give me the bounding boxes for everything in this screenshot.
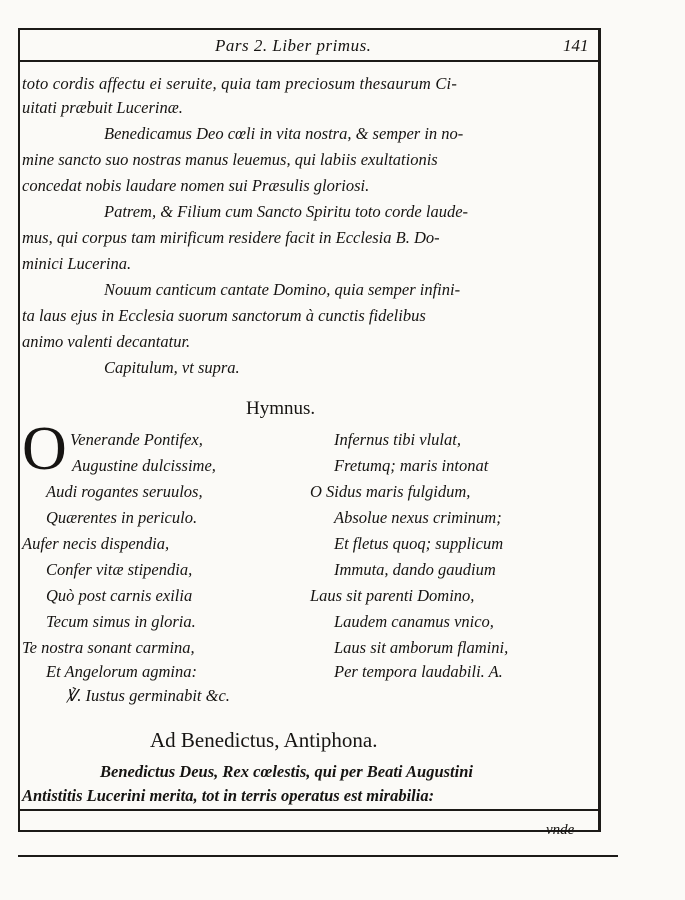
hymn-right-line: Et fletus quoq; supplicum bbox=[334, 534, 504, 553]
prose-line: uitati præbuit Lucerinæ. bbox=[22, 98, 183, 117]
hymn-right-line: Absolue nexus criminum; bbox=[334, 508, 502, 527]
page-number: 141 bbox=[563, 36, 589, 55]
hymn-title: Hymnus. bbox=[246, 398, 316, 419]
hymn-right-line: Laudem canamus vnico, bbox=[334, 612, 494, 631]
hymn-right-line: Fretumq; maris intonat bbox=[334, 456, 489, 475]
hymn-left-line: Venerande Pontifex, bbox=[70, 430, 203, 449]
prose-line: mine sancto suo nostras manus leuemus, qui labiis exultationis bbox=[22, 150, 438, 169]
prose-line: Benedicamus Deo cœli in vita nostra, & semper in no- bbox=[104, 124, 464, 143]
prose-line: ta laus ejus in Ecclesia suorum sanctorum à cunctis fidelibus bbox=[22, 306, 426, 325]
hymn-right-line: Laus sit amborum flamini, bbox=[334, 638, 509, 657]
versicle-line: ℣. Iustus germinabit &c. bbox=[66, 686, 230, 705]
hymn-right-line: Laus sit parenti Domino, bbox=[310, 586, 475, 605]
drop-cap: O bbox=[22, 415, 67, 483]
hymn-right-line: Infernus tibi vlulat, bbox=[334, 430, 461, 449]
hymn-left-line: Te nostra sonant carmina, bbox=[22, 638, 195, 657]
catchword: vnde bbox=[546, 822, 575, 838]
hymn-left-line: Quærentes in periculo. bbox=[46, 508, 198, 527]
hymn-left-line: Aufer necis dispendia, bbox=[22, 534, 170, 553]
hymn-left-line: Et Angelorum agmina: bbox=[46, 662, 197, 681]
prose-line: minici Lucerina. bbox=[22, 254, 132, 273]
hymn-left-line: Audi rogantes seruulos, bbox=[46, 482, 203, 501]
bottom-rule bbox=[18, 855, 618, 857]
hymn-right-line: Per tempora laudabili. A. bbox=[334, 662, 503, 681]
prose-line: concedat nobis laudare nomen sui Præsulis gloriosi. bbox=[22, 176, 370, 195]
running-title: Pars 2. Liber primus. bbox=[215, 36, 372, 55]
prose-line: Patrem, & Filium cum Sancto Spiritu toto corde laude- bbox=[104, 202, 469, 221]
antiphon-line: Antistitis Lucerini merita, tot in terris operatus est mirabilia: bbox=[22, 786, 435, 805]
prose-line: mus, qui corpus tam mirificum residere facit in Ecclesia B. Do- bbox=[22, 228, 440, 247]
prose-line: animo valenti decantatur. bbox=[22, 332, 191, 351]
hymn-right-line: Immuta, dando gaudium bbox=[334, 560, 496, 579]
prose-line: Capitulum, vt supra. bbox=[104, 358, 240, 377]
hymn-left-line: Confer vitæ stipendia, bbox=[46, 560, 193, 579]
prose-line: Nouum canticum cantate Domino, quia semper infini- bbox=[104, 280, 461, 299]
prose-line: toto cordis affectu ei seruite, quia tam preciosum thesaurum Ci- bbox=[22, 74, 458, 93]
hymn-left-line: Tecum simus in gloria. bbox=[46, 612, 196, 631]
antiphon-title: Ad Benedictus, Antiphona. bbox=[150, 728, 378, 752]
antiphon-line: Benedictus Deus, Rex cœlestis, qui per Beati Augustini bbox=[100, 762, 473, 781]
footer-rule bbox=[18, 809, 600, 811]
hymn-left-line: Augustine dulcissime, bbox=[72, 456, 216, 475]
header-rule bbox=[18, 60, 600, 62]
hymn-right-line: O Sidus maris fulgidum, bbox=[310, 482, 471, 501]
hymn-left-line: Quò post carnis exilia bbox=[46, 586, 193, 605]
